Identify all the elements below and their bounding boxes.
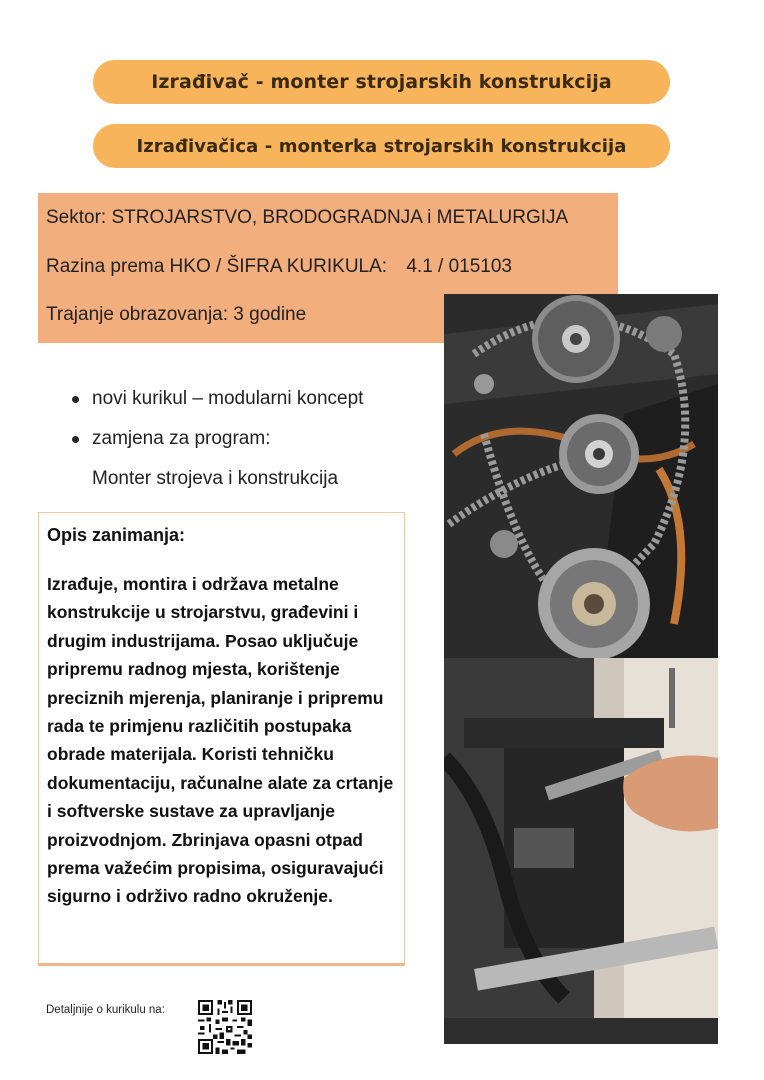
bullet-text: zamjena za program: — [92, 428, 271, 449]
bullet-subtext: Monter strojeva i konstrukcija — [92, 468, 339, 489]
description-title: Opis zanimanja: — [47, 525, 186, 545]
engine-timing-chain-image — [444, 294, 718, 658]
description-box — [38, 512, 405, 966]
list-item — [72, 426, 363, 466]
bullet-list — [72, 386, 363, 492]
trajanje-line: Trajanje obrazovanja: 3 godine — [46, 304, 307, 325]
razina-value: 4.1 / 015103 — [406, 256, 512, 277]
bullet-text: novi kurikul – modularni koncept — [92, 388, 364, 409]
bullet-dot-icon — [72, 396, 79, 403]
bullet-dot-icon — [72, 436, 79, 443]
description-text: Izrađuje, montira i održava metalne konstrukcije u strojarstvu, građevini i drugim industrijama. Posao uključuje pripremu radnog mjesta, korištenje preciznih mjerenja, planiranje i pripremu rada te primjenu različitih postupaka obrade materijala. Koristi tehničku dokumentaciju, računalne alate za crtanje i softverske sustave za upravljanje proizvodnjom. Zbrinjava opasni otpad prema važećim propisima, osiguravajući sigurno i održivo radno okruženje. — [47, 574, 394, 907]
list-item — [72, 386, 363, 426]
curriculum-link-label: Detaljnije o kurikulu na: — [46, 1004, 165, 1016]
worker-machine-image — [444, 658, 718, 1044]
sektor-line: Sektor: STROJARSTVO, BRODOGRADNJA i METALURGIJA — [46, 207, 569, 228]
razina-label: Razina prema HKO / ŠIFRA KURIKULA: — [46, 256, 388, 277]
razina-line — [46, 256, 512, 278]
title-female: Izrađivačica - monterka strojarskih konstrukcija — [93, 124, 670, 168]
qr-code-icon[interactable] — [198, 1000, 252, 1054]
title-male: Izrađivač - monter strojarskih konstrukcija — [93, 60, 670, 104]
